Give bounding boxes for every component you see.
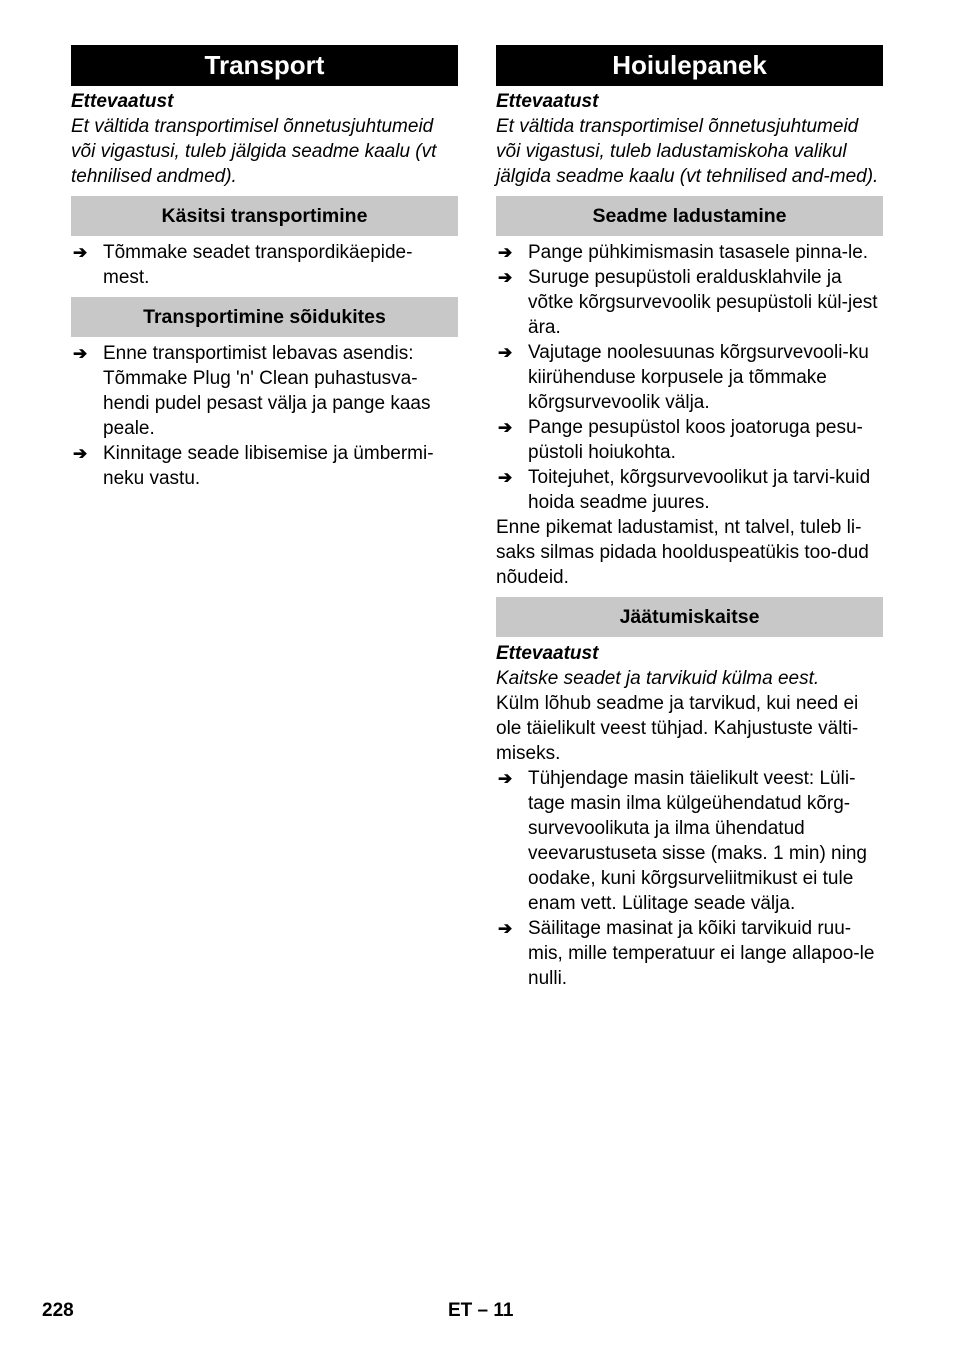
warning-text: Et vältida transportimisel õnnetusjuhtumeid või vigastusi, tuleb jälgida seadme kaalu (vt tehnilised andmed). [71,116,437,187]
list-item-text: Tõmmake seadet transpordikäepide-mest. [103,242,413,288]
list-item-text: Toitejuhet, kõrgsurvevoolikut ja tarvi-kuid hoida seadme juures. [528,467,871,513]
list-item [496,766,883,916]
list-item-text: Säilitage masinat ja kõiki tarvikuid ruu-mis, mille temperatuur ei lange allapoo-le nulli. [528,918,875,989]
section-title-transport: Transport [71,45,458,86]
arrow-right-icon: ➔ [73,444,88,463]
arrow-right-icon: ➔ [498,243,513,262]
arrow-right-icon: ➔ [498,769,513,788]
list-item [496,265,883,340]
arrow-right-icon: ➔ [498,268,513,287]
subsection-title-manual-transport: Käsitsi transportimine [71,196,458,236]
page-number: 228 [42,1300,74,1321]
list-item [71,341,458,441]
section-title-storage: Hoiulepanek [496,45,883,86]
arrow-right-icon: ➔ [498,418,513,437]
left-column [71,45,458,491]
list-item [496,240,883,265]
list-item [496,465,883,515]
warning-heading: Ettevaatust [496,643,599,664]
right-column [496,45,883,991]
subsection-title-device-storage: Seadme ladustamine [496,196,883,236]
list-item-text: Tühjendage masin täielikult veest: Lüli-tage masin ilma külgeühendatud kõrg-survevoolikuta ja ilma ühendatud veevarustuseta sisse (maks. 1 min) ning oodake, kuni kõrgsurveliitmikust ei tule enam vett. Lülitage seade välja. [528,768,867,914]
warning-heading: Ettevaatust [496,91,599,112]
arrow-right-icon: ➔ [73,243,88,262]
list-item-text: Pange pesupüstol koos joatoruga pesu-püstoli hoiukohta. [528,417,863,463]
storage-note: Enne pikemat ladustamist, nt talvel, tuleb li-saks silmas pidada hoolduspeatükis too-dud nõudeid. [496,517,869,588]
subsection-title-frost-protection: Jäätumiskaitse [496,597,883,637]
frost-note: Külm lõhub seadme ja tarvikud, kui need ei ole täielikult veest tühjad. Kahjustuste välti-miseks. [496,693,859,764]
list-item [496,916,883,991]
list-item [496,340,883,415]
list-item [496,415,883,465]
list-item-text: Enne transportimist lebavas asendis: Tõmmake Plug 'n' Clean puhastusva-hendi pudel pesast välja ja pange kaas peale. [103,343,431,439]
list-item-text: Suruge pesupüstoli eraldusklahvile ja võtke kõrgsurvevoolik pesupüstoli kül-jest ära. [528,267,878,338]
list-item [71,240,458,290]
arrow-right-icon: ➔ [498,468,513,487]
list-item [71,441,458,491]
arrow-right-icon: ➔ [73,344,88,363]
page-label: ET – 11 [448,1300,514,1321]
warning-heading: Ettevaatust [71,91,174,112]
warning-text: Kaitske seadet ja tarvikuid külma eest. [496,668,820,689]
list-item-text: Vajutage noolesuunas kõrgsurvevooli-ku kiirühenduse korpusele ja tõmmake kõrgsurvevoolik välja. [528,342,869,413]
warning-text: Et vältida transportimisel õnnetusjuhtumeid või vigastusi, tuleb ladustamiskoha valikul jälgida seadme kaalu (vt tehnilised and-med). [496,116,879,187]
list-item-text: Pange pühkimismasin tasasele pinna-le. [528,242,869,263]
list-item-text: Kinnitage seade libisemise ja ümbermi-neku vastu. [103,443,434,489]
arrow-right-icon: ➔ [498,919,513,938]
subsection-title-vehicle-transport: Transportimine sõidukites [71,297,458,337]
arrow-right-icon: ➔ [498,343,513,362]
